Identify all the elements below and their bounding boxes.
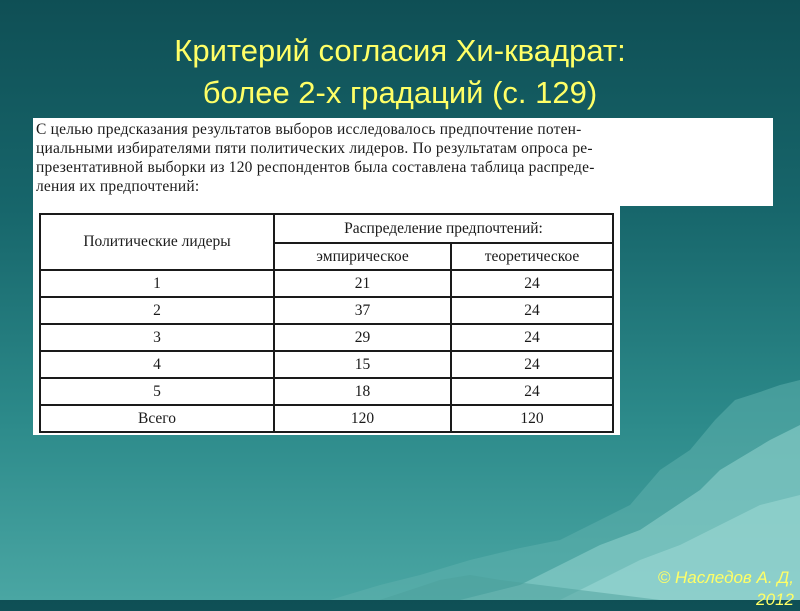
- table-row: [40, 270, 613, 297]
- header-leaders: Политические лидеры: [40, 214, 274, 270]
- table-row: [40, 351, 613, 378]
- cell-leader: 1: [40, 270, 274, 297]
- cell-empirical: 37: [274, 297, 451, 324]
- header-theoretical: теоретическое: [451, 243, 613, 270]
- preferences-table: [39, 213, 614, 433]
- cell-total-theoretical: 120: [451, 405, 613, 432]
- table-row: [40, 378, 613, 405]
- cell-theoretical: 24: [451, 378, 613, 405]
- cell-theoretical: 24: [451, 270, 613, 297]
- preferences-table-panel: [33, 206, 620, 435]
- copyright-year: 2012: [756, 590, 794, 609]
- paragraph-line-1: С целью предсказания результатов выборов исследовалось предпочтение потен-: [36, 121, 582, 138]
- paragraph-line-3: презентативной выборки из 120 респондентов была составлена таблица распреде-: [36, 159, 595, 176]
- cell-total-label: Всего: [40, 405, 274, 432]
- table-row: [40, 324, 613, 351]
- header-empirical: эмпирическое: [274, 243, 451, 270]
- cell-empirical: 15: [274, 351, 451, 378]
- cell-total-empirical: 120: [274, 405, 451, 432]
- copyright-footer: [658, 567, 794, 611]
- paragraph-line-4: ления их предпочтений:: [36, 178, 200, 195]
- cell-theoretical: 24: [451, 324, 613, 351]
- copyright-text: © Наследов А. Д,: [657, 568, 794, 587]
- problem-paragraph: [33, 118, 773, 206]
- cell-leader: 5: [40, 378, 274, 405]
- header-distribution: Распределение предпочтений:: [274, 214, 613, 243]
- paragraph-line-2: циальными избирателями пяти политических лидеров. По результатам опроса ре-: [36, 140, 593, 157]
- cell-leader: 2: [40, 297, 274, 324]
- table-total-row: [40, 405, 613, 432]
- cell-empirical: 18: [274, 378, 451, 405]
- cell-leader: 4: [40, 351, 274, 378]
- cell-theoretical: 24: [451, 351, 613, 378]
- table-row: [40, 297, 613, 324]
- cell-leader: 3: [40, 324, 274, 351]
- cell-theoretical: 24: [451, 297, 613, 324]
- cell-empirical: 29: [274, 324, 451, 351]
- slide-title: [0, 30, 800, 114]
- slide-title-line-1: Критерий согласия Хи-квадрат:: [174, 33, 626, 68]
- cell-empirical: 21: [274, 270, 451, 297]
- slide-title-line-2: более 2-х градаций (с. 129): [202, 75, 598, 110]
- table-header-row: [40, 214, 613, 243]
